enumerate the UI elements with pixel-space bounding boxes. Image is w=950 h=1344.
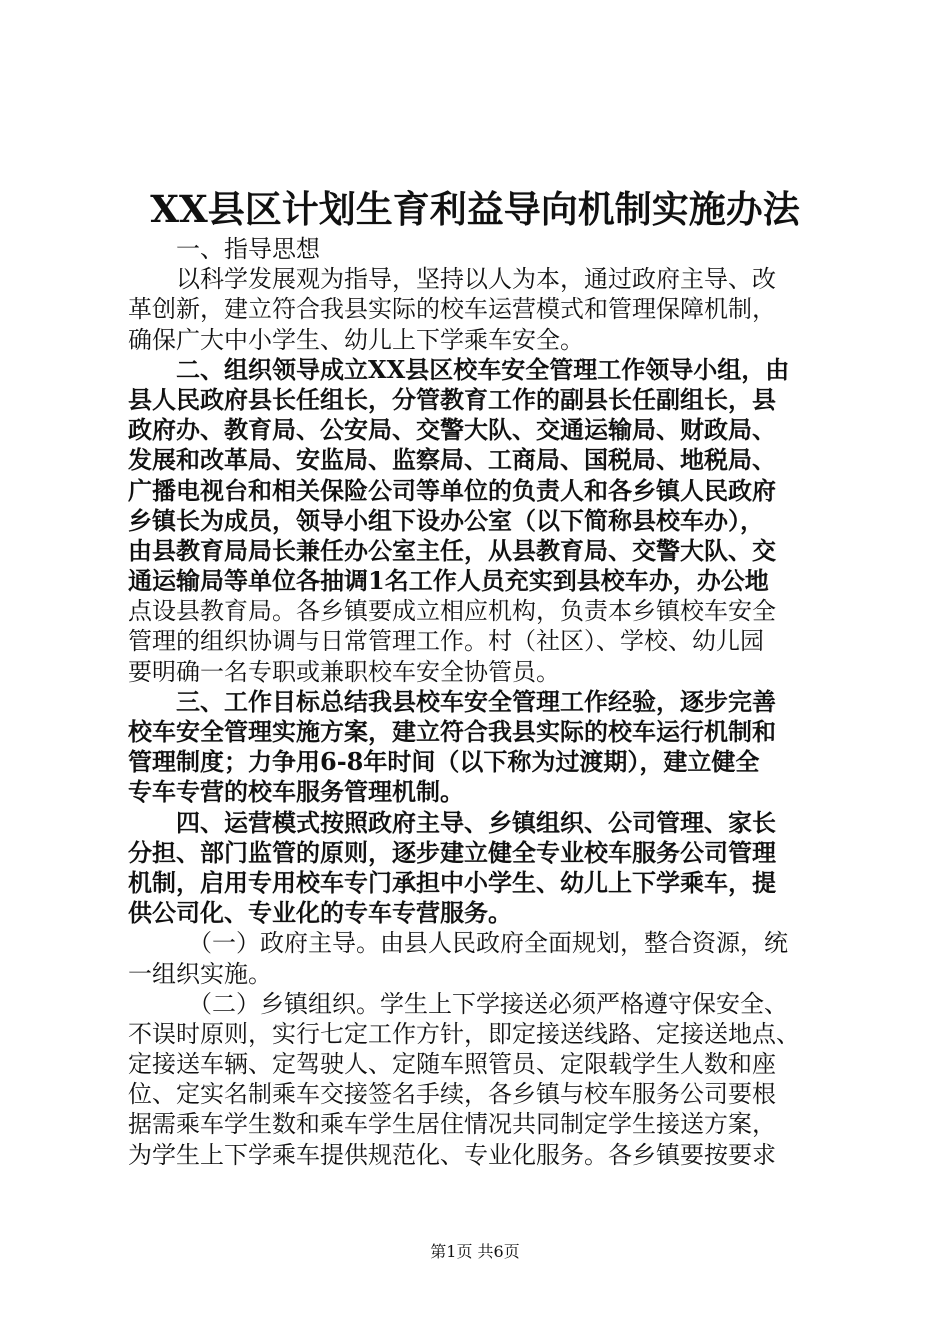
paragraph-line: 发展和改革局、安监局、监察局、工商局、国税局、地税局、 [128,445,776,475]
section-heading-2: 二、组织领导成立XX县区校车安全管理工作领导小组，由 [176,354,790,384]
paragraph-line: 通运输局等单位各抽调1名工作人员充实到县校车办，办公地 [128,566,769,596]
paragraph-line: 分担、部门监管的原则，逐步建立健全专业校车服务公司管理 [128,837,776,867]
paragraph-line: 管理的组织协调与日常管理工作。村（社区）、学校、幼儿园 [128,627,764,656]
subsection-line: （一）政府主导。由县人民政府全面规划，整合资源，统 [188,929,788,958]
paragraph-line: 为学生上下学乘车提供规范化、专业化服务。各乡镇要按要求 [128,1140,776,1169]
paragraph-line: 校车安全管理实施方案，建立符合我县实际的校车运行机制和 [128,717,776,746]
paragraph-line: 定接送车辆、定驾驶人、定随车照管员、定限载学生人数和座 [128,1050,776,1079]
section-heading-3: 三、工作目标总结我县校车安全管理工作经验，逐步完善 [176,686,776,716]
paragraph-line: 县人民政府县长任组长，分管教育工作的副县长任副组长，县 [128,384,776,414]
paragraph-line: 政府办、教育局、公安局、交警大队、交通运输局、财政局、 [128,415,776,445]
paragraph-line: 管理制度；力争用6-8年时间（以下称为过渡期），建立健全 [128,747,760,777]
paragraph-line: 由县教育局局长兼任办公室主任，从县教育局、交警大队、交 [128,535,776,565]
paragraph-line: 点设县教育局。各乡镇要成立相应机构，负责本乡镇校车安全 [128,597,776,626]
paragraph-line: 要明确一名专职或兼职校车安全协管员。 [128,657,560,686]
paragraph-line: 确保广大中小学生、幼儿上下学乘车安全。 [128,325,584,354]
section-heading-4: 四、运营模式按照政府主导、乡镇组织、公司管理、家长 [176,807,776,837]
paragraph-line: 位、定实名制乘车交接签名手续，各乡镇与校车服务公司要根 [128,1080,776,1109]
subsection-line: （二）乡镇组织。学生上下学接送必须严格遵守保安全、 [188,989,788,1018]
paragraph-line: 一组织实施。 [128,959,272,988]
paragraph-line: 机制，启用专用校车专门承担中小学生、幼儿上下学乘车，提 [128,867,776,897]
paragraph-line: 不误时原则，实行七定工作方针，即定接送线路、定接送地点、 [128,1019,800,1048]
paragraph-line: 乡镇长为成员，领导小组下设办公室（以下简称县校车办）， [128,505,764,535]
paragraph-line: 据需乘车学生数和乘车学生居住情况共同制定学生接送方案， [128,1110,776,1139]
paragraph-line: 革创新，建立符合我县实际的校车运营模式和管理保障机制， [128,295,776,324]
paragraph-line: 专车专营的校车服务管理机制。 [128,777,464,807]
paragraph-line: 广播电视台和相关保险公司等单位的负责人和各乡镇人民政府 [128,475,776,505]
section-heading-1: 一、指导思想 [176,235,320,263]
document-title: XX县区计划生育利益导向机制实施办法 [150,187,800,231]
paragraph-line: 以科学发展观为指导，坚持以人为本，通过政府主导、改 [176,265,776,294]
document-body [128,234,834,1170]
paragraph-line: 供公司化、专业化的专车专营服务。 [128,898,512,928]
page-footer: 第1页 共6页 [430,1242,520,1261]
